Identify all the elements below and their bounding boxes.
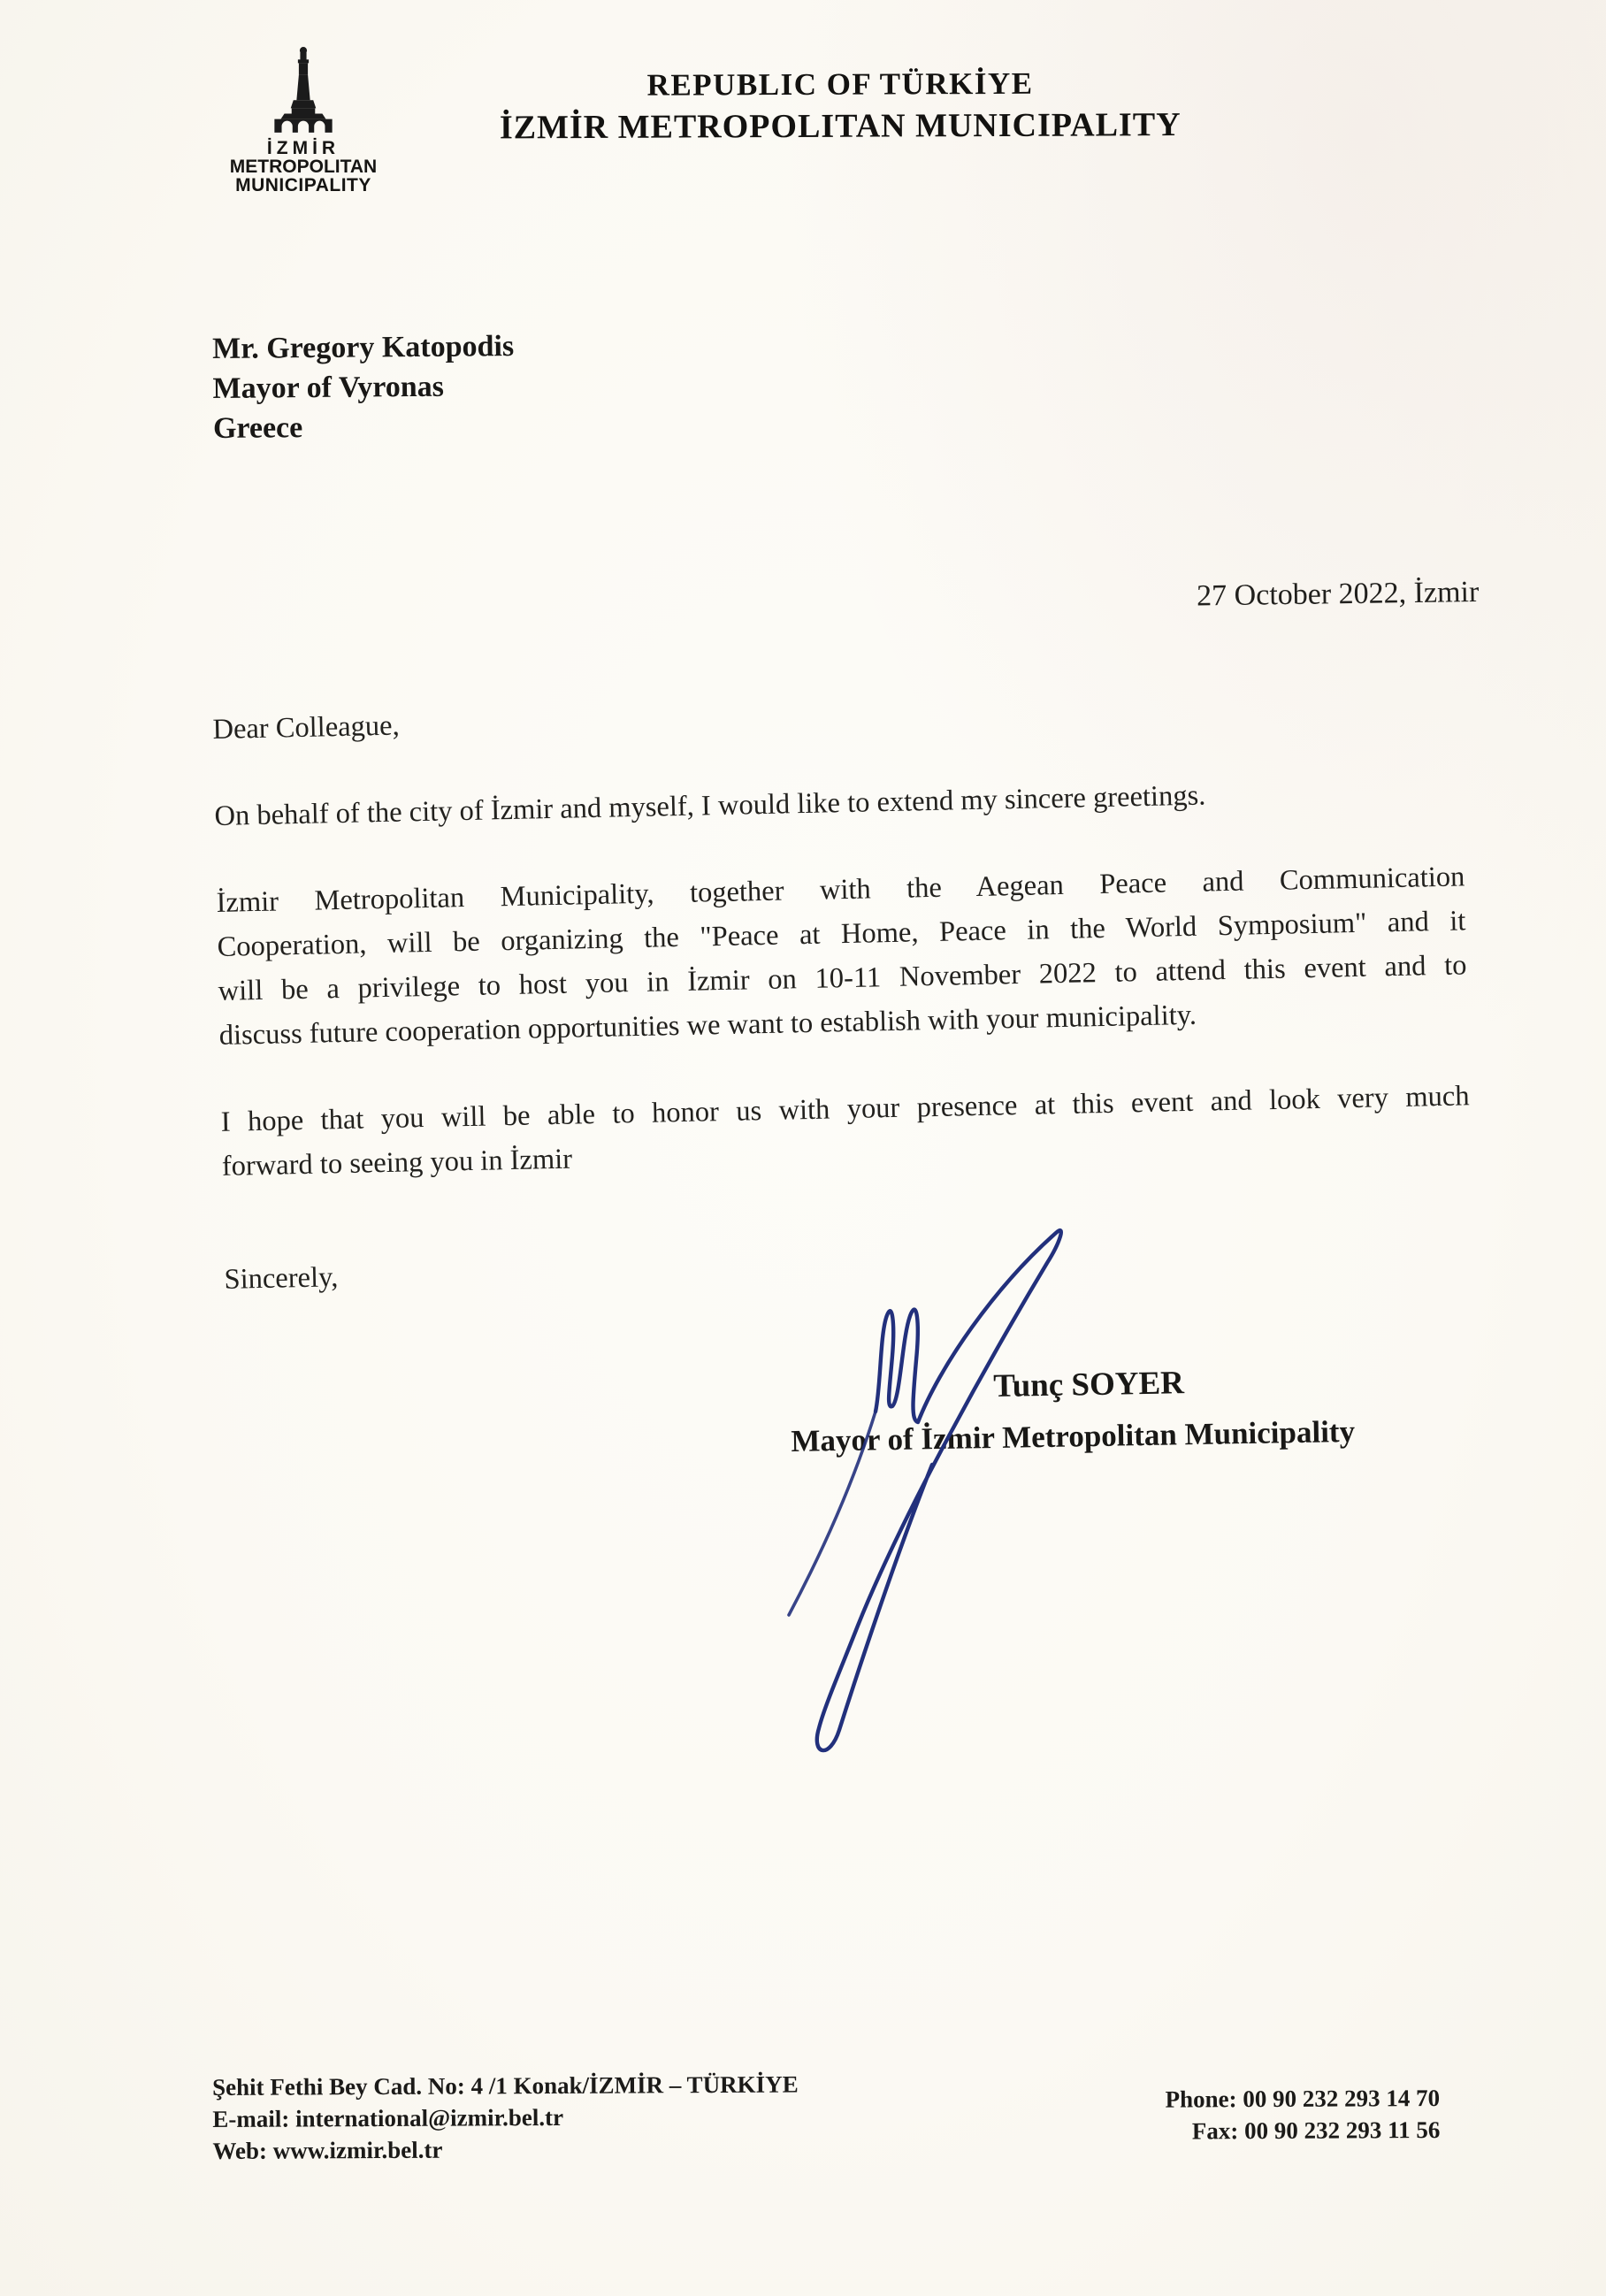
clock-tower-icon (252, 46, 355, 136)
footer-contact-left (212, 2069, 799, 2167)
body-line: İzmir Metropolitan Municipality, together with the Aegean Peace and Communication (216, 861, 1465, 919)
letterhead-logo (202, 46, 405, 195)
logo-caption-izmir: İZMİR (266, 138, 340, 158)
footer-web: Web: www.izmir.bel.tr (212, 2136, 443, 2164)
recipient-block (212, 326, 515, 448)
recipient-country: Greece (212, 411, 303, 445)
footer-phone: Phone: 00 90 232 293 14 70 (1165, 2085, 1441, 2113)
footer-email: E-mail: international@izmir.bel.tr (212, 2103, 564, 2132)
recipient-role: Mayor of Vyronas (212, 370, 445, 405)
signature-ink-icon (762, 1219, 1091, 1760)
title-municipality: İZMİR METROPOLITAN MUNICIPALITY (499, 106, 1182, 147)
signature-name: Tunç SOYER (992, 1365, 1185, 1404)
footer-contact-right (1044, 2082, 1440, 2147)
paragraph-greeting (214, 768, 1464, 838)
body-line: Cooperation, will be organizing the "Peace at Home, Peace in the World Symposium" and it (217, 905, 1466, 963)
footer-fax: Fax: 00 90 232 293 11 56 (1191, 2116, 1441, 2145)
logo-caption-municipality: MUNICIPALITY (235, 175, 371, 195)
body-line: discuss future cooperation opportunities we want to establish with your municipality. (218, 999, 1197, 1052)
letter-body (212, 681, 1473, 1301)
paragraph-invitation (216, 854, 1468, 1058)
body-line: will be a privilege to host you in İzmir on 10-11 November 2022 to attend this event and to (218, 949, 1467, 1007)
dateline: 27 October 2022, İzmir (1196, 575, 1480, 613)
letterhead-title (380, 65, 1300, 147)
logo-caption-metropolitan: METROPOLITAN (229, 157, 378, 177)
paragraph-hope (220, 1074, 1471, 1189)
body-line: I hope that you will be able to honor us with your presence at this event and look very much (220, 1080, 1470, 1138)
signature-title: Mayor of İzmir Metropolitan Municipality (791, 1413, 1356, 1458)
body-line: On behalf of the city of İzmir and myself, I would like to extend my sincere greetings. (214, 779, 1206, 832)
footer-address: Şehit Fethi Bey Cad. No: 4 /1 Konak/İZMİR – TÜRKİYE (212, 2070, 799, 2101)
closing: Sincerely, (224, 1261, 339, 1296)
body-line: forward to seeing you in İzmir (221, 1143, 573, 1182)
recipient-name: Mr. Gregory Katopodis (212, 330, 515, 365)
title-republic: REPUBLIC OF TÜRKİYE (646, 65, 1034, 103)
salutation: Dear Colleague, (212, 709, 401, 746)
